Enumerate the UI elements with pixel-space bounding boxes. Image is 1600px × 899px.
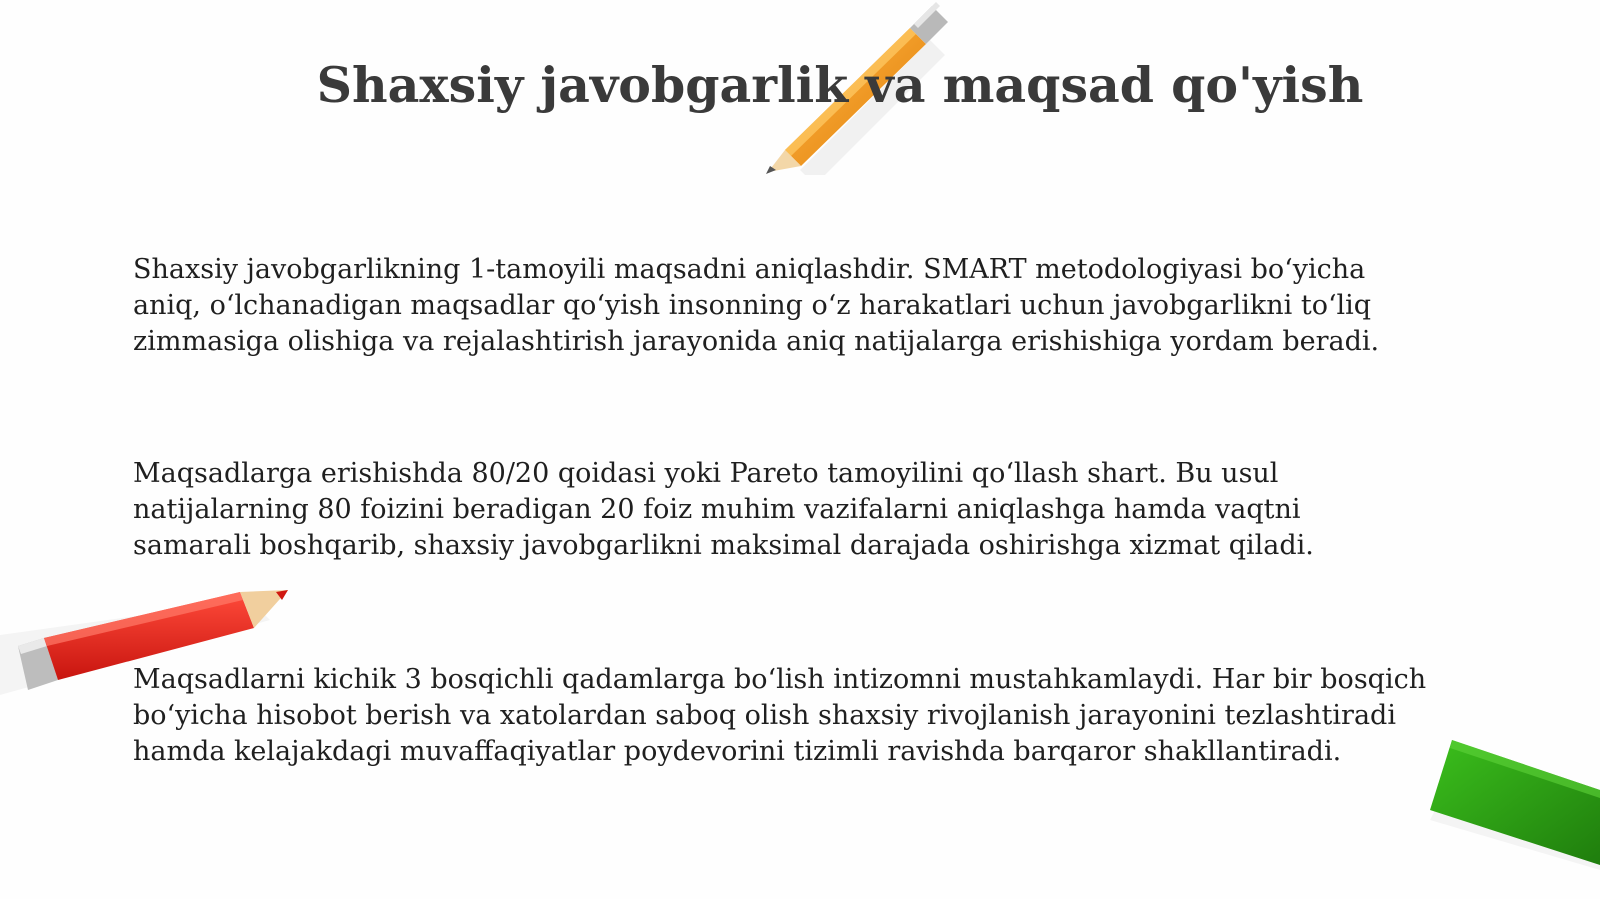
paragraph-1: Shaxsiy javobgarlikning 1-tamoyili maqsadni aniqlashdir. SMART metodologiyasi bo‘yicha aniq, o‘lchanadigan maqsadlar qo‘yish insonning o‘z harakatlari uchun javobgarlikni to‘liq zimmasiga olishiga va rejalashtirish jarayonida aniq natijalarga erishishiga yordam beradi. xyxy=(133,254,1380,357)
paragraph-3: Maqsadlarni kichik 3 bosqichli qadamlarga bo‘lish intizomni mustahkamlaydi. Har bir bosqich bo‘yicha hisobot berish va xatolardan saboq olish shaxsiy rivojlanish jarayonini tezlashtiradi hamda kelajakdagi muvaffaqiyatlar poydevorini tizimli ravishda barqaror shakllantiradi. xyxy=(133,664,1427,767)
slide-title: Shaxsiy javobgarlik va maqsad qo'yish xyxy=(316,56,1364,114)
paragraph-2: Maqsadlarga erishishda 80/20 qoidasi yoki Pareto tamoyilini qo‘llash shart. Bu usul natijalarning 80 foizini beradigan 20 foiz muhim vazifalarni aniqlashga hamda vaqtni samarali boshqarib, shaxsiy javobgarlikni maksimal darajada oshirishga xizmat qiladi. xyxy=(133,458,1314,561)
